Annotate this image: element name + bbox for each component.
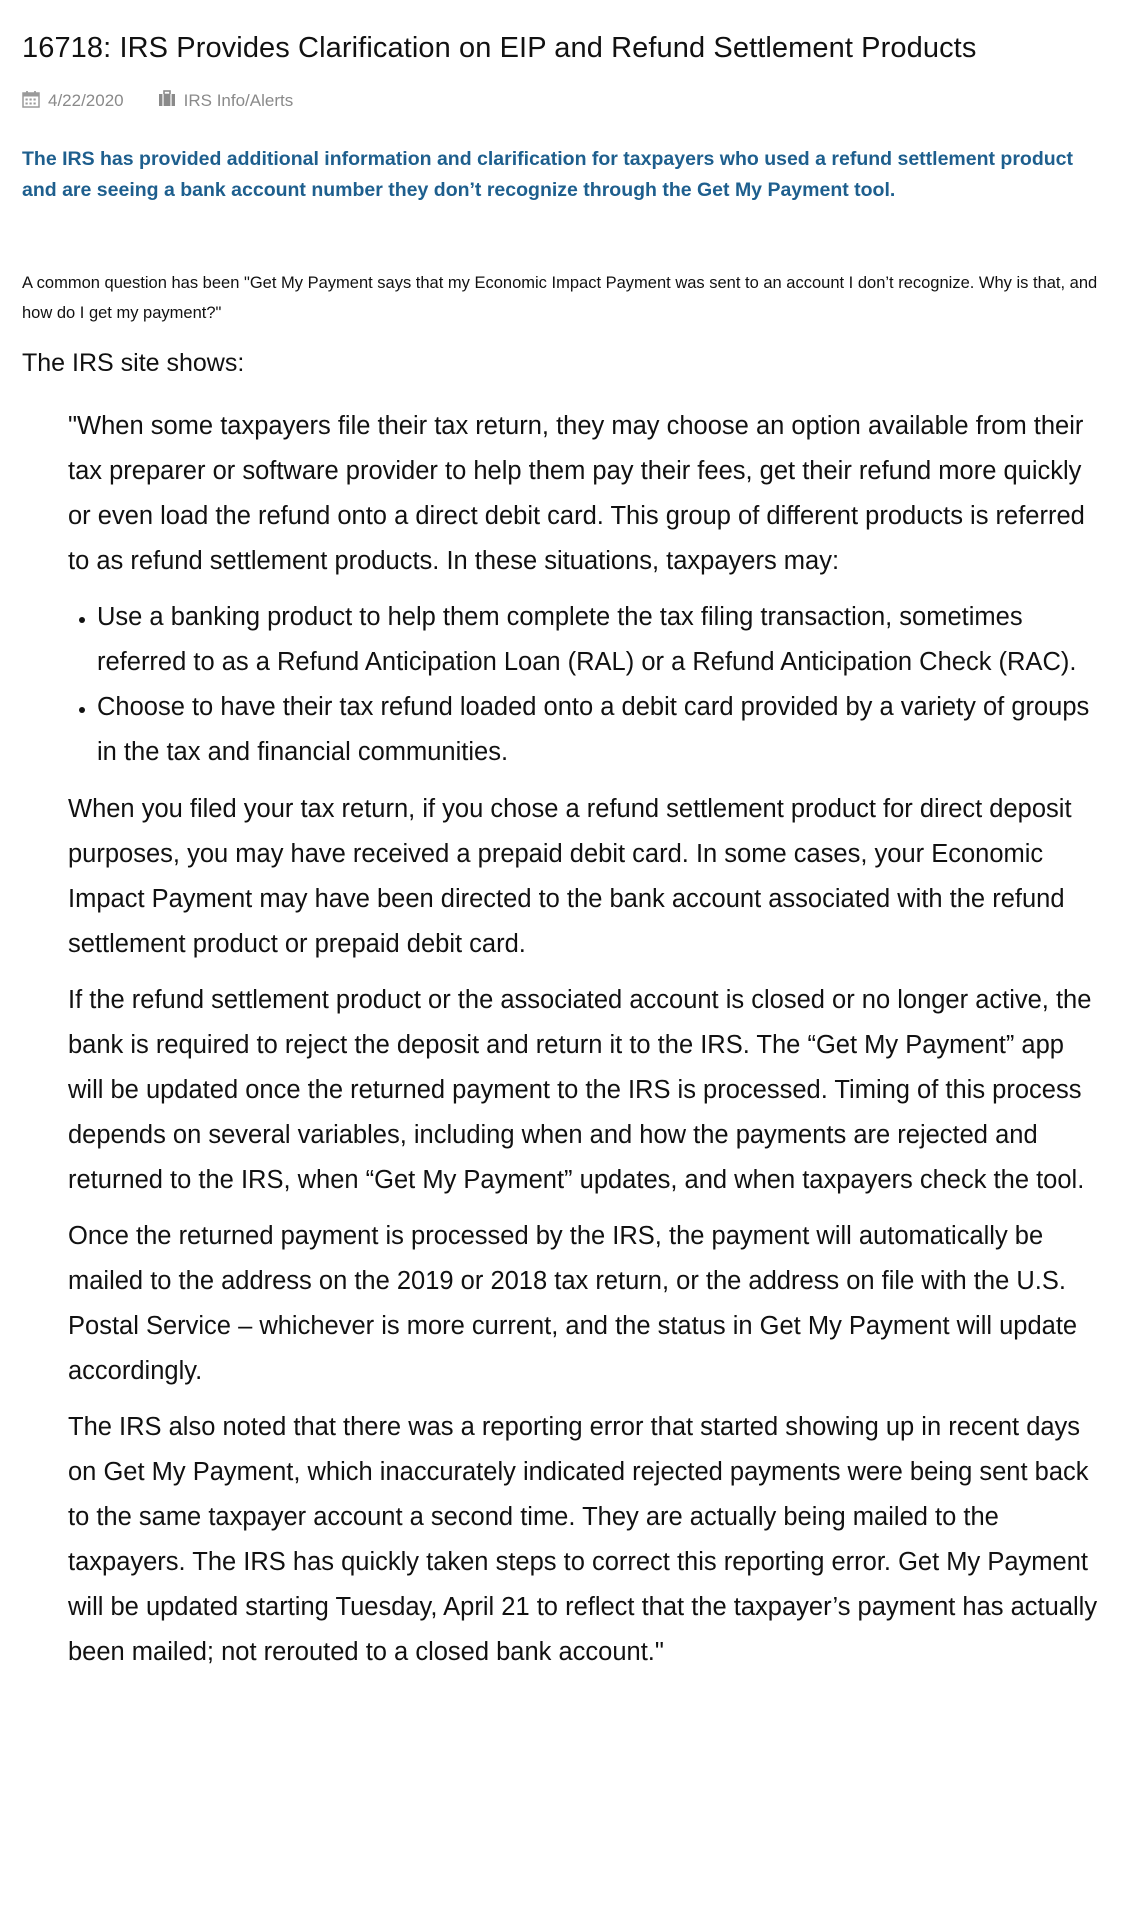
list-item: • Choose to have their tax refund loaded onto a debit card provided by a variety of groups in the tax and financial communities. bbox=[97, 685, 1103, 775]
irs-quote bbox=[68, 404, 1103, 1675]
article-meta bbox=[22, 90, 1103, 112]
quote-bullet-list bbox=[68, 595, 1103, 775]
list-item: • Use a banking product to help them complete the tax filing transaction, sometimes referred to as a Refund Anticipation Loan (RAL) or a Refund Anticipation Check (RAC). bbox=[97, 595, 1103, 685]
quote-paragraph: If the refund settlement product or the associated account is closed or no longer active, the bank is required to reject the deposit and return it to the IRS. The “Get My Payment” app will be updated once the returned payment to the IRS is processed. Timing of this process depends on several variables, including when and how the payments are rejected and returned to the IRS, when “Get My Payment” updates, and when taxpayers check the tool. bbox=[68, 986, 1092, 1194]
article-summary: The IRS has provided additional information and clarification for taxpayers who used a refund settlement product and are seeing a bank account number they don’t recognize through the Get My Payment tool. bbox=[22, 148, 1073, 201]
article-lead: The IRS site shows: bbox=[22, 349, 245, 377]
quote-paragraph: Once the returned payment is processed by the IRS, the payment will automatically be mailed to the address on the 2019 or 2018 tax return, or the address on file with the U.S. Postal Service – whichever is more current, and the status in Get My Payment will update accordingly. bbox=[68, 1222, 1078, 1385]
quote-paragraph: The IRS also noted that there was a reporting error that started showing up in recent days on Get My Payment, which inaccurately indicated rejected payments were being sent back to the same taxpayer account a second time. They are actually being mailed to the taxpayers. The IRS has quickly taken steps to correct this reporting error. Get My Payment will be updated starting Tuesday, April 21 to reflect that the taxpayer’s payment has actually been mailed; not rerouted to a closed bank account." bbox=[68, 1413, 1098, 1666]
briefcase-icon bbox=[158, 90, 184, 112]
article-title: 16718: IRS Provides Clarification on EIP and Refund Settlement Products bbox=[22, 32, 977, 64]
article-intro: A common question has been "Get My Payment says that my Economic Impact Payment was sent to an account I don’t recognize. Why is that, and how do I get my payment?" bbox=[22, 274, 1098, 322]
article-date: 4/22/2020 bbox=[48, 91, 124, 110]
quote-paragraph: "When some taxpayers file their tax return, they may choose an option available from their tax preparer or software provider to help them pay their fees, get their refund more quickly or even load the refund onto a direct debit card. This group of different products is referred to as refund settlement products. In these situations, taxpayers may: bbox=[68, 412, 1085, 575]
calendar-icon bbox=[22, 90, 48, 113]
category-meta[interactable] bbox=[158, 90, 294, 112]
quote-paragraph: When you filed your tax return, if you chose a refund settlement product for direct deposit purposes, you may have received a prepaid debit card. In some cases, your Economic Impact Payment may have been directed to the bank account associated with the refund settlement product or prepaid debit card. bbox=[68, 795, 1072, 958]
date-meta bbox=[22, 90, 124, 113]
article-category[interactable]: IRS Info/Alerts bbox=[183, 91, 294, 110]
